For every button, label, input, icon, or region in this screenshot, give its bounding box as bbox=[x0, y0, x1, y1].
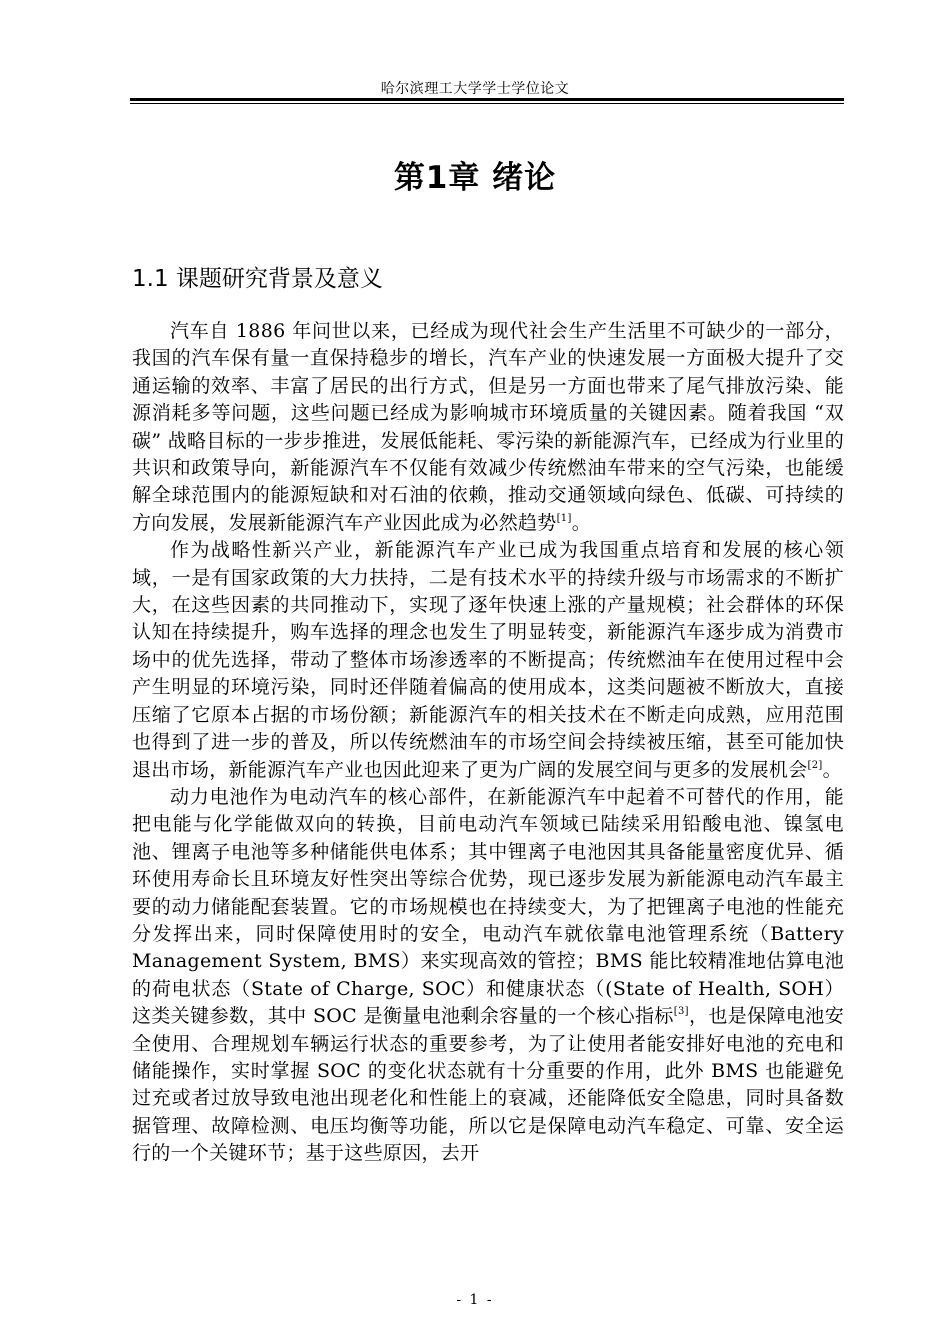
citation: [3] bbox=[673, 1006, 689, 1018]
paragraph-text: 汽车自 1886 年问世以来，已经成为现代社会生产生活里不可缺少的一部分，我国的汽车保有量一直保持稳步的增长，汽车产业的快速发展一方面极大提升了交通运输的效率、丰富了居民的出行方式，但是另一方面也带来了尾气排放污染、能源消耗多等问题，这些问题已经成为影响城市环境质量的关键因素。随着我国 “双碳” 战略目标的一步步推进，发展低能耗、零污染的新能源汽车，已经成为行业里的共识和政策导向，新能源汽车不仅能有效减少传统燃油车带来的空气污染，也能缓解全球范围内的能源短缺和对石油的依赖，推动交通领域向绿色、低碳、可持续的方向发展，发展新能源汽车产业因此成为必然趋势 bbox=[132, 320, 844, 534]
chapter-title: 第1章 绪论 bbox=[393, 160, 557, 196]
body-text bbox=[132, 318, 844, 1168]
section-title: 1.1 课题研究背景及意义 bbox=[132, 266, 383, 292]
paragraph-3 bbox=[132, 784, 844, 1168]
paragraph-2 bbox=[132, 537, 844, 784]
running-header: 哈尔滨理工大学学士学位论文 bbox=[380, 81, 570, 97]
citation: [1] bbox=[556, 512, 572, 524]
paragraph-tail: 。 bbox=[822, 758, 842, 781]
paragraph-1 bbox=[132, 318, 844, 537]
page-number: - 1 - bbox=[456, 1292, 494, 1308]
citation: [2] bbox=[807, 759, 823, 771]
paragraph-text: 动力电池作为电动汽车的核心部件，在新能源汽车中起着不可替代的作用，能把电能与化学能做双向的转换，目前电动汽车领域已陆续采用铅酸电池、镍氢电池、锂离子电池等多种储能供电体系；其中锂离子电池因其具备能量密度优异、循环使用寿命长且环境友好性突出等综合优势，现已逐步发展为新能源电动汽车最主要的动力储能配套装置。它的市场规模也在持续变大，为了把锂离子电池的性能充分发挥出来，同时保障使用时的安全，电动汽车就依靠电池管理系统（Battery Management System, BMS）来实现高效的管控；BMS 能比较精准地估算电池的荷电状态（State of Charge, SOC）和健康状态（(State of Health, SOH）这类关键参数，其中 SOC 是衡量电池剩余容量的一个核心指标 bbox=[132, 785, 844, 1028]
paragraph-tail: ，也是保障电池安全使用、合理规划车辆运行状态的重要参考，为了让使用者能安排好电池的充电和储能操作，实时掌握 SOC 的变化状态就有十分重要的作用，此外 BMS 也能避免过充或者过放导致电池出现老化和性能上的衰减，还能降低安全隐患，同时具备数据管理、故障检测、电压均衡等功能，所以它是保障电动汽车稳定、可靠、安全运行的一个关键环节；基于这些原因，去开 bbox=[132, 1005, 844, 1165]
header-rule-thin bbox=[130, 103, 844, 104]
paragraph-tail: 。 bbox=[571, 511, 591, 534]
header-rule-thick bbox=[130, 98, 844, 101]
paragraph-text: 作为战略性新兴产业，新能源汽车产业已成为我国重点培育和发展的核心领域，一是有国家政策的大力扶持，二是有技术水平的持续升级与市场需求的不断扩大，在这些因素的共同推动下，实现了逐年快速上涨的产量规模；社会群体的环保认知在持续提升，购车选择的理念也发生了明显转变，新能源汽车逐步成为消费市场中的优先选择，带动了整体市场渗透率的不断提高；传统燃油车在使用过程中会产生明显的环境污染，同时还伴随着偏高的使用成本，这类问题被不断放大，直接压缩了它原本占据的市场份额；新能源汽车的相关技术在不断走向成熟，应用范围也得到了进一步的普及，所以传统燃油车的市场空间会持续被压缩，甚至可能加快退出市场，新能源汽车产业也因此迎来了更为广阔的发展空间与更多的发展机会 bbox=[132, 539, 844, 781]
